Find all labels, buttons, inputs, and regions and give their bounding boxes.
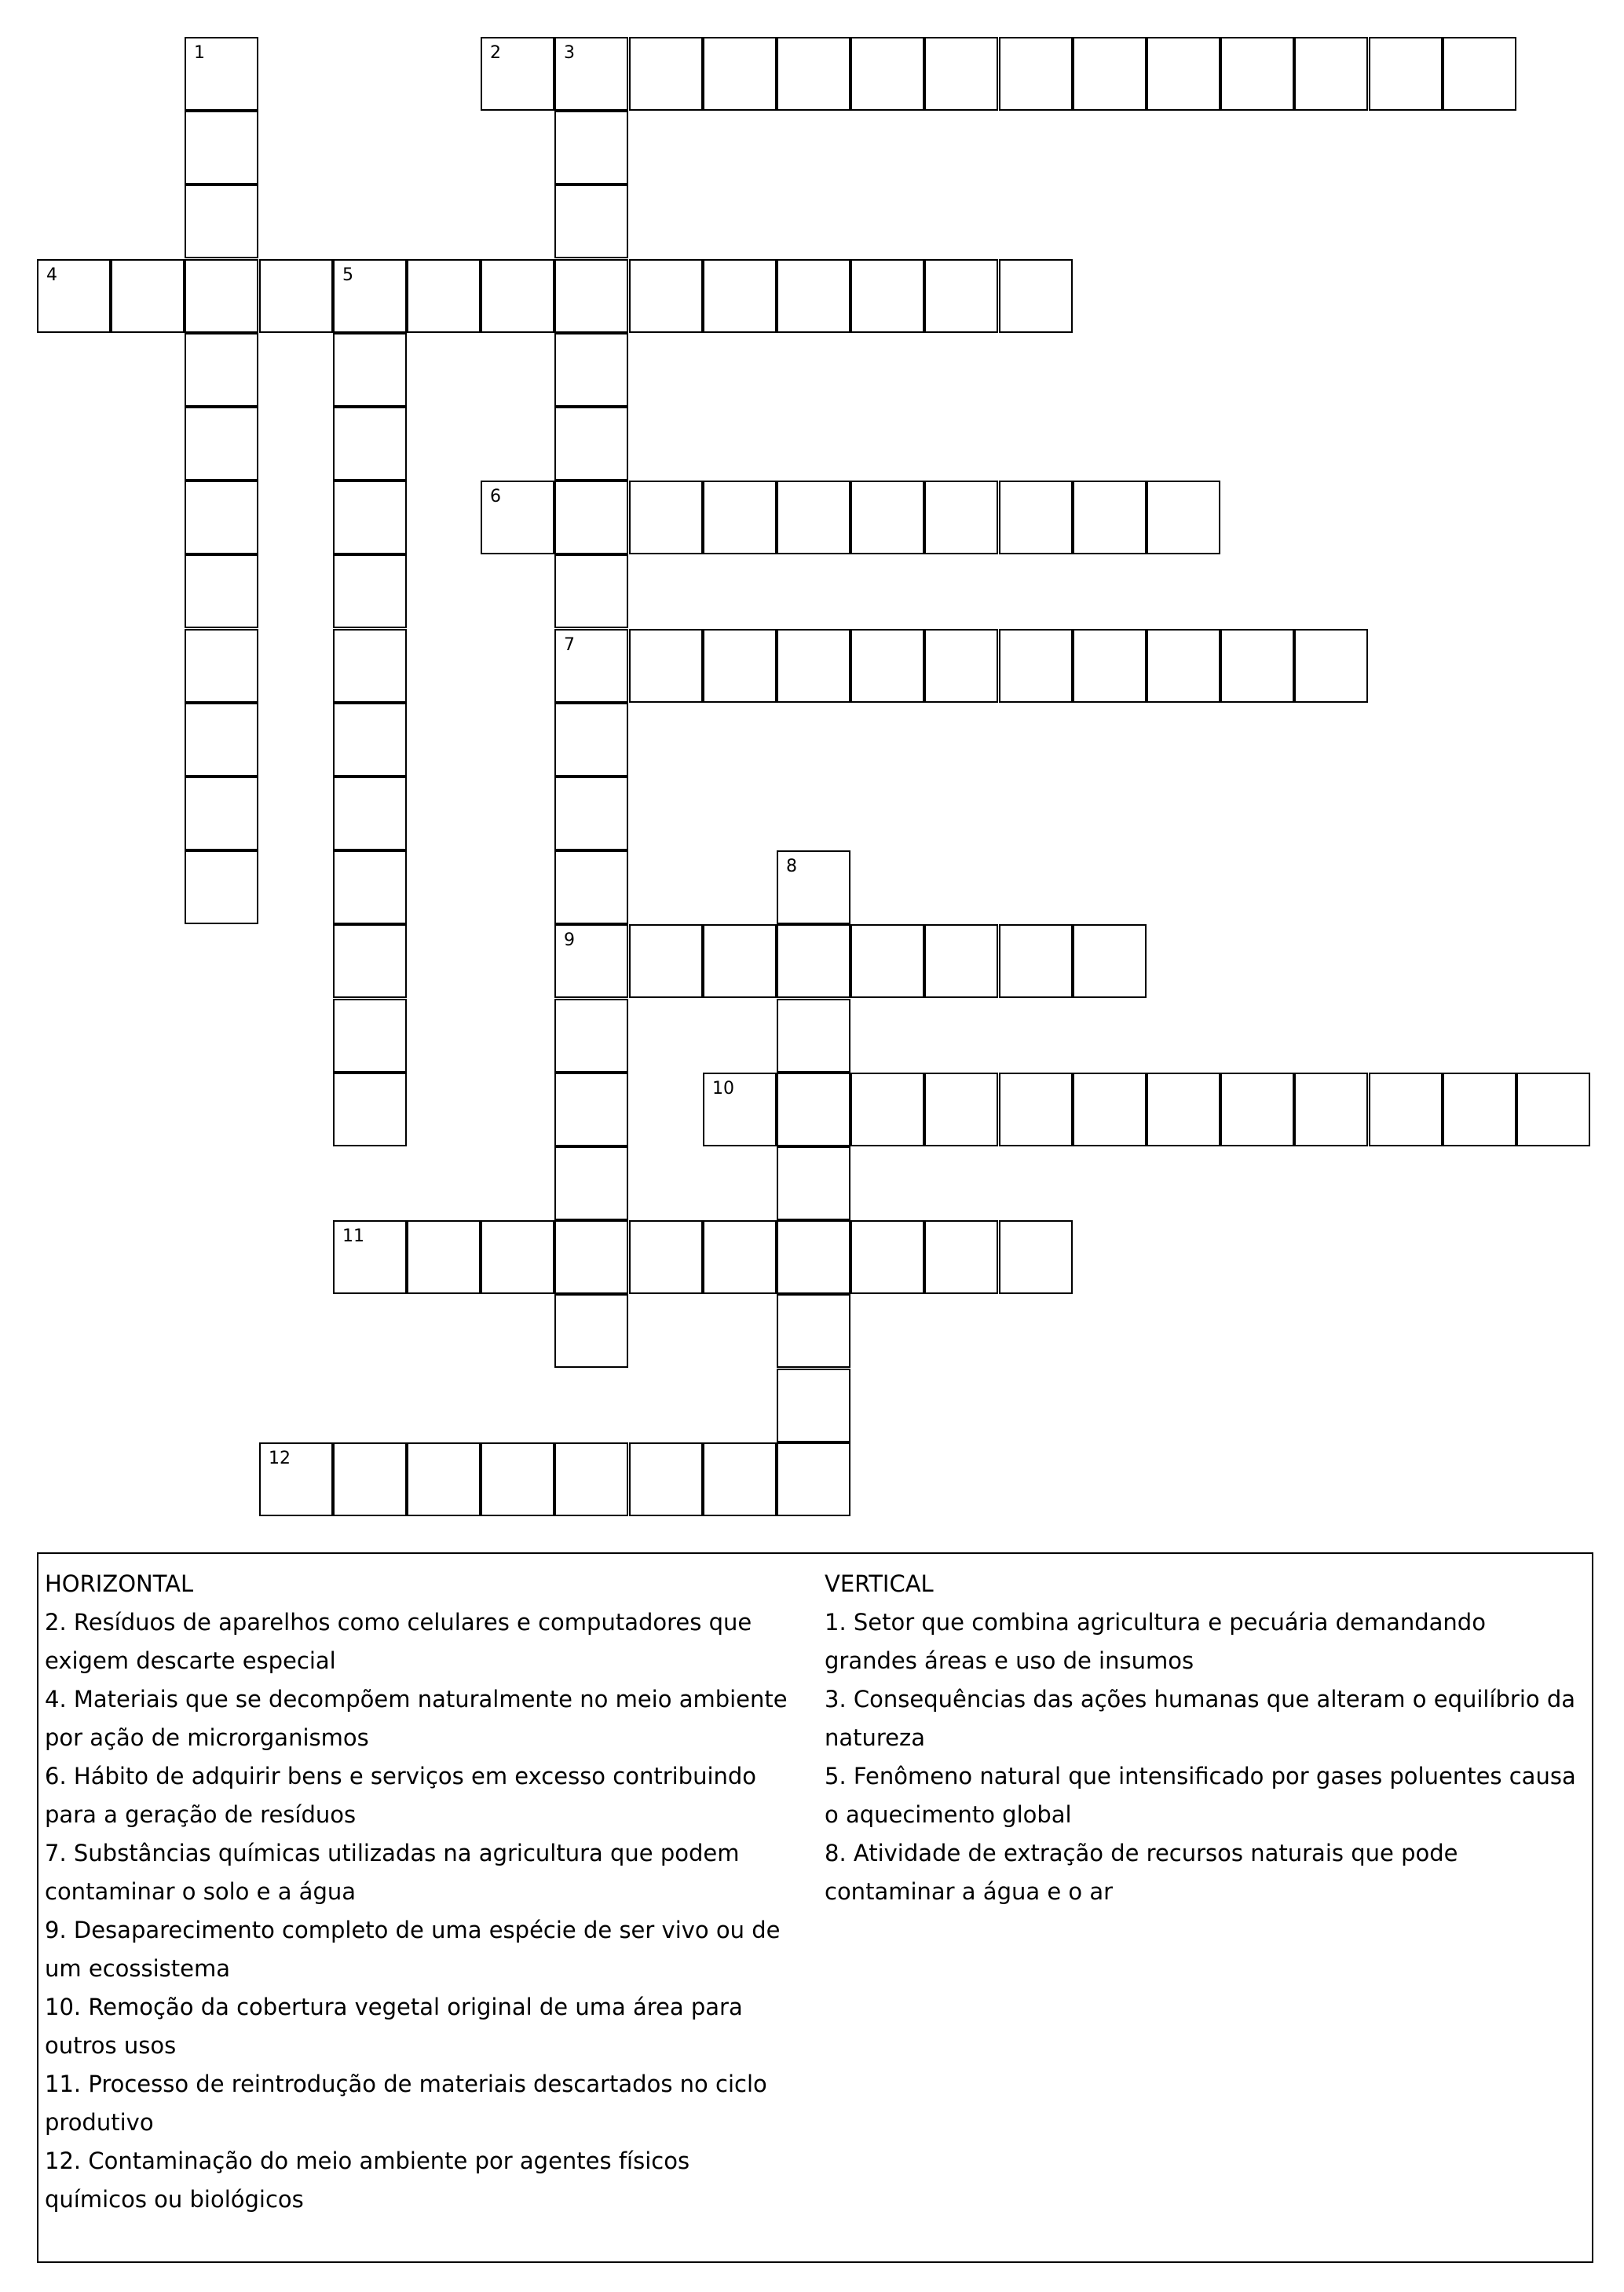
grid-cell[interactable] bbox=[554, 407, 628, 481]
grid-cell[interactable] bbox=[1220, 629, 1294, 703]
grid-cell[interactable] bbox=[777, 259, 850, 333]
grid-cell[interactable] bbox=[1294, 37, 1368, 111]
clue-number: 7 bbox=[564, 635, 575, 655]
grid-cell[interactable] bbox=[333, 1073, 407, 1146]
grid-cell[interactable] bbox=[924, 259, 998, 333]
grid-cell[interactable] bbox=[554, 185, 628, 258]
clue-number: 3 bbox=[564, 43, 575, 63]
grid-cell[interactable] bbox=[185, 703, 258, 777]
grid-cell[interactable] bbox=[481, 481, 554, 554]
grid-cell[interactable] bbox=[924, 629, 998, 703]
grid-cell[interactable] bbox=[629, 481, 703, 554]
grid-cell[interactable] bbox=[777, 1220, 850, 1294]
grid-cell[interactable] bbox=[333, 999, 407, 1073]
grid-cell[interactable] bbox=[777, 1146, 850, 1220]
grid-cell[interactable] bbox=[554, 999, 628, 1073]
grid-cell[interactable] bbox=[554, 777, 628, 850]
clue-h4: 4. Materiais que se decompõem naturalmente no meio ambiente por ação de microrganismos bbox=[45, 1686, 788, 1751]
clue-h6: 6. Hábito de adquirir bens e serviços em excesso contribuindo para a geração de resíduos bbox=[45, 1763, 757, 1828]
clue-number: 12 bbox=[269, 1449, 291, 1468]
grid-cell[interactable] bbox=[703, 481, 777, 554]
grid-cell[interactable] bbox=[703, 1220, 777, 1294]
clue-v3: 3. Consequências das ações humanas que alteram o equilíbrio da natureza bbox=[825, 1686, 1576, 1751]
clue-number: 5 bbox=[342, 265, 353, 285]
grid-cell[interactable] bbox=[1147, 1073, 1220, 1146]
clue-number: 6 bbox=[490, 487, 501, 506]
grid-cell[interactable] bbox=[554, 37, 628, 111]
grid-cell[interactable] bbox=[999, 924, 1073, 998]
grid-cell[interactable] bbox=[333, 554, 407, 628]
grid-cell[interactable] bbox=[777, 924, 850, 998]
grid-cell[interactable] bbox=[554, 703, 628, 777]
grid-cell[interactable] bbox=[1443, 37, 1516, 111]
clue-number: 9 bbox=[564, 930, 575, 950]
horizontal-title: HORIZONTAL bbox=[45, 1570, 194, 1597]
grid-cell[interactable] bbox=[185, 37, 258, 111]
grid-cell[interactable] bbox=[850, 924, 924, 998]
grid-cell[interactable] bbox=[259, 259, 333, 333]
grid-cell[interactable] bbox=[1073, 1073, 1147, 1146]
grid-cell[interactable] bbox=[777, 1369, 850, 1442]
clue-number: 1 bbox=[194, 43, 205, 63]
grid-cell[interactable] bbox=[185, 777, 258, 850]
grid-cell[interactable] bbox=[554, 1073, 628, 1146]
horizontal-clues bbox=[45, 1565, 791, 2219]
grid-cell[interactable] bbox=[850, 37, 924, 111]
grid-cell[interactable] bbox=[777, 999, 850, 1073]
grid-cell[interactable] bbox=[554, 1146, 628, 1220]
grid-cell[interactable] bbox=[850, 259, 924, 333]
grid-cell[interactable] bbox=[1294, 1073, 1368, 1146]
grid-cell[interactable] bbox=[1147, 37, 1220, 111]
grid-cell[interactable] bbox=[777, 481, 850, 554]
clue-v1: 1. Setor que combina agricultura e pecuária demandando grandes áreas e uso de insumos bbox=[825, 1609, 1486, 1674]
grid-cell[interactable] bbox=[1443, 1073, 1516, 1146]
grid-cell[interactable] bbox=[924, 1220, 998, 1294]
grid-cell[interactable] bbox=[407, 1220, 481, 1294]
clue-number: 4 bbox=[46, 265, 57, 285]
grid-cell[interactable] bbox=[1220, 1073, 1294, 1146]
grid-cell[interactable] bbox=[629, 259, 703, 333]
grid-cell[interactable] bbox=[924, 924, 998, 998]
grid-cell[interactable] bbox=[703, 1442, 777, 1516]
grid-cell[interactable] bbox=[629, 1442, 703, 1516]
grid-cell[interactable] bbox=[924, 1073, 998, 1146]
clue-h9: 9. Desaparecimento completo de uma espécie de ser vivo ou de um ecossistema bbox=[45, 1917, 781, 1982]
grid-cell[interactable] bbox=[777, 850, 850, 924]
grid-cell[interactable] bbox=[259, 1442, 333, 1516]
clue-v5: 5. Fenômeno natural que intensificado por gases poluentes causa o aquecimento global bbox=[825, 1763, 1576, 1828]
clue-v8: 8. Atividade de extração de recursos naturais que pode contaminar a água e o ar bbox=[825, 1840, 1458, 1905]
grid-cell[interactable] bbox=[629, 37, 703, 111]
grid-cell[interactable] bbox=[999, 1073, 1073, 1146]
grid-cell[interactable] bbox=[1073, 629, 1147, 703]
clue-number: 8 bbox=[786, 857, 797, 876]
grid-cell[interactable] bbox=[703, 1073, 777, 1146]
grid-cell[interactable] bbox=[554, 1294, 628, 1368]
clue-number: 10 bbox=[712, 1079, 734, 1098]
grid-cell[interactable] bbox=[185, 554, 258, 628]
grid-cell[interactable] bbox=[185, 259, 258, 333]
grid-cell[interactable] bbox=[333, 333, 407, 407]
grid-cell[interactable] bbox=[850, 1220, 924, 1294]
grid-cell[interactable] bbox=[554, 554, 628, 628]
grid-cell[interactable] bbox=[185, 111, 258, 185]
grid-cell[interactable] bbox=[333, 407, 407, 481]
grid-cell[interactable] bbox=[703, 629, 777, 703]
grid-cell[interactable] bbox=[37, 259, 111, 333]
grid-cell[interactable] bbox=[1147, 629, 1220, 703]
grid-cell[interactable] bbox=[999, 259, 1073, 333]
grid-cell[interactable] bbox=[777, 629, 850, 703]
grid-cell[interactable] bbox=[333, 1442, 407, 1516]
grid-cell[interactable] bbox=[407, 1442, 481, 1516]
grid-cell[interactable] bbox=[554, 111, 628, 185]
clues-box bbox=[37, 1552, 1593, 2263]
grid-cell[interactable] bbox=[554, 333, 628, 407]
clue-h2: 2. Resíduos de aparelhos como celulares e computadores que exigem descarte especial bbox=[45, 1609, 752, 1674]
clue-h7: 7. Substâncias químicas utilizadas na agricultura que podem contaminar o solo e a água bbox=[45, 1840, 740, 1905]
grid-cell[interactable] bbox=[185, 185, 258, 258]
grid-cell[interactable] bbox=[481, 1220, 554, 1294]
vertical-title: VERTICAL bbox=[825, 1570, 934, 1597]
grid-cell[interactable] bbox=[1220, 37, 1294, 111]
grid-cell[interactable] bbox=[333, 1220, 407, 1294]
grid-cell[interactable] bbox=[777, 1442, 850, 1516]
grid-cell[interactable] bbox=[1294, 629, 1368, 703]
grid-cell[interactable] bbox=[481, 37, 554, 111]
grid-cell[interactable] bbox=[333, 777, 407, 850]
clue-h11: 11. Processo de reintrodução de materiais descartados no ciclo produtivo bbox=[45, 2071, 767, 2136]
grid-cell[interactable] bbox=[407, 259, 481, 333]
grid-cell[interactable] bbox=[185, 629, 258, 703]
grid-cell[interactable] bbox=[333, 259, 407, 333]
grid-cell[interactable] bbox=[333, 703, 407, 777]
grid-cell[interactable] bbox=[554, 924, 628, 998]
grid-cell[interactable] bbox=[777, 37, 850, 111]
grid-cell[interactable] bbox=[999, 1220, 1073, 1294]
grid-cell[interactable] bbox=[850, 629, 924, 703]
grid-cell[interactable] bbox=[629, 629, 703, 703]
clue-number: 11 bbox=[342, 1226, 364, 1246]
grid-cell[interactable] bbox=[999, 629, 1073, 703]
grid-cell[interactable] bbox=[1369, 37, 1443, 111]
grid-cell[interactable] bbox=[554, 1442, 628, 1516]
grid-cell[interactable] bbox=[703, 924, 777, 998]
grid-cell[interactable] bbox=[999, 37, 1073, 111]
grid-cell[interactable] bbox=[703, 37, 777, 111]
grid-cell[interactable] bbox=[777, 1294, 850, 1368]
grid-cell[interactable] bbox=[1516, 1073, 1590, 1146]
grid-cell[interactable] bbox=[333, 924, 407, 998]
grid-cell[interactable] bbox=[554, 1220, 628, 1294]
grid-cell[interactable] bbox=[703, 259, 777, 333]
grid-cell[interactable] bbox=[554, 629, 628, 703]
grid-cell[interactable] bbox=[850, 1073, 924, 1146]
grid-cell[interactable] bbox=[333, 481, 407, 554]
grid-cell[interactable] bbox=[333, 850, 407, 924]
grid-cell[interactable] bbox=[554, 850, 628, 924]
grid-cell[interactable] bbox=[1073, 37, 1147, 111]
grid-cell[interactable] bbox=[924, 37, 998, 111]
grid-cell[interactable] bbox=[629, 1220, 703, 1294]
grid-cell[interactable] bbox=[481, 259, 554, 333]
grid-cell[interactable] bbox=[554, 259, 628, 333]
grid-cell[interactable] bbox=[999, 481, 1073, 554]
grid-cell[interactable] bbox=[554, 481, 628, 554]
grid-cell[interactable] bbox=[924, 481, 998, 554]
grid-cell[interactable] bbox=[850, 481, 924, 554]
grid-cell[interactable] bbox=[185, 850, 258, 924]
grid-cell[interactable] bbox=[1073, 924, 1147, 998]
grid-cell[interactable] bbox=[777, 1073, 850, 1146]
clue-number: 2 bbox=[490, 43, 501, 63]
grid-cell[interactable] bbox=[185, 481, 258, 554]
clue-h10: 10. Remoção da cobertura vegetal original de uma área para outros usos bbox=[45, 1994, 743, 2059]
clue-h12: 12. Contaminação do meio ambiente por agentes físicos químicos ou biológicos bbox=[45, 2148, 690, 2213]
grid-cell[interactable] bbox=[185, 333, 258, 407]
grid-cell[interactable] bbox=[111, 259, 185, 333]
grid-cell[interactable] bbox=[1147, 481, 1220, 554]
grid-cell[interactable] bbox=[481, 1442, 554, 1516]
grid-cell[interactable] bbox=[629, 924, 703, 998]
vertical-clues bbox=[825, 1565, 1578, 1911]
grid-cell[interactable] bbox=[1073, 481, 1147, 554]
grid-cell[interactable] bbox=[1369, 1073, 1443, 1146]
grid-cell[interactable] bbox=[185, 407, 258, 481]
grid-cell[interactable] bbox=[333, 629, 407, 703]
